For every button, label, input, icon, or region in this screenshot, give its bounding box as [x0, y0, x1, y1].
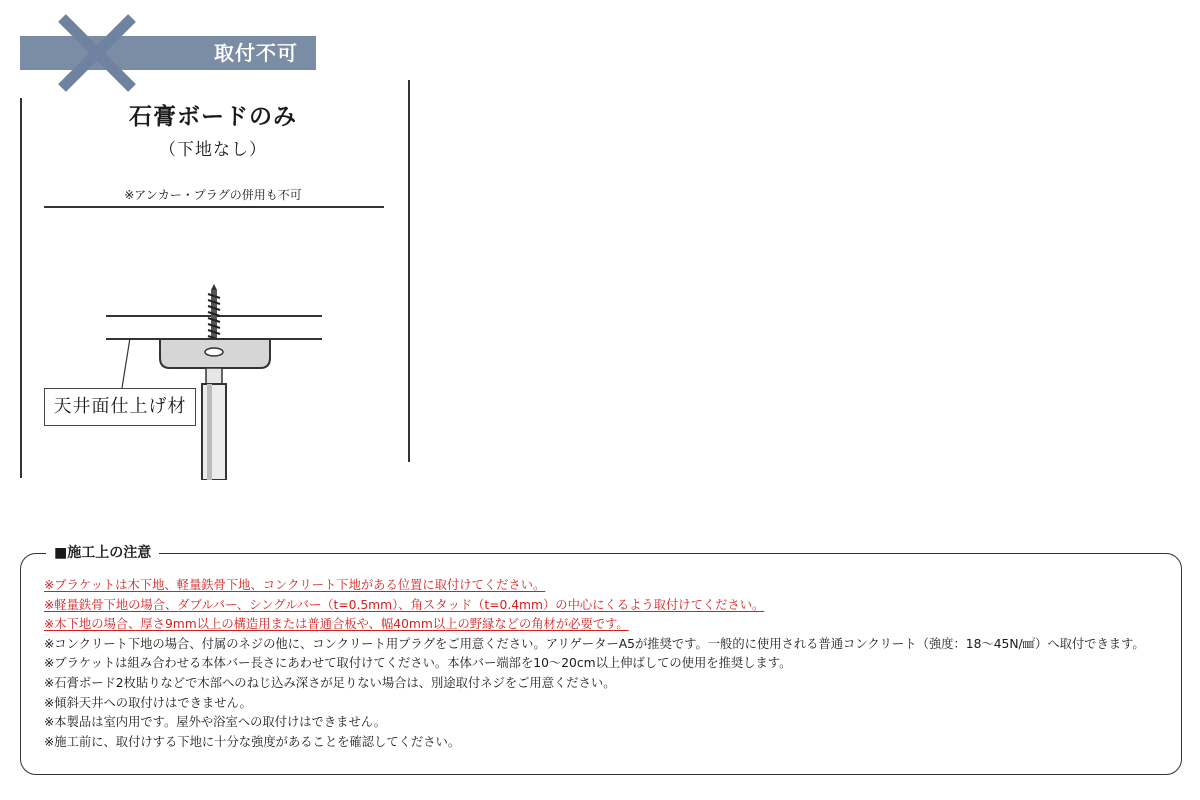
caution-title: ■施工上の注意: [46, 542, 159, 564]
caution-list: [44, 576, 1184, 752]
installation-diagram: [40, 280, 340, 480]
panel-subtitle: （下地なし）: [159, 140, 267, 160]
caution-item: ※施工前に、取付けする下地に十分な強度があることを確認してください。: [44, 734, 461, 749]
panel-right-border: [408, 80, 410, 462]
caution-item: ※ブラケットは木下地、軽量鉄骨下地、コンクリート下地がある位置に取付けてください。: [44, 578, 546, 592]
caution-item: ※傾斜天井への取付けはできません。: [44, 695, 252, 710]
x-cross-icon: [56, 12, 138, 94]
caution-item: ※コンクリート下地の場合、付属のネジの他に、コンクリート用プラグをご用意ください。アリゲーターA5が推奨です。一般的に使用される普通コンクリート（強度：18〜45N/㎟）へ取付できます。: [44, 636, 1145, 651]
caution-item: ※本製品は室内用です。屋外や浴室への取付けはできません。: [44, 715, 387, 730]
panel-left-border: [20, 98, 22, 478]
pole-icon: [202, 368, 226, 480]
panel-note: ※アンカー・プラグの併用も不可: [124, 188, 302, 202]
callout-leader-line: [122, 338, 130, 388]
caution-item: ※石膏ボード2枚貼りなどで木部へのねじ込み深さが足りない場合は、別途取付ネジをご用意ください。: [44, 675, 616, 690]
caution-item: ※軽量鉄骨下地の場合、ダブルバー、シングルバー（t=0.5mm）、角スタッド（t=0.4mm）の中心にくるよう取付けてください。: [44, 597, 765, 612]
ceiling-bracket-icon: [160, 339, 270, 368]
panel-title: 石膏ボードのみ: [129, 104, 297, 130]
banner-label: 取付不可: [214, 41, 298, 65]
caution-item: ※ブラケットは組み合わせる本体バー長さにあわせて取付けてください。本体バー端部を10〜20cm以上伸ばしての使用を推奨します。: [44, 656, 792, 671]
ceiling-finish-callout: 天井面仕上げ材: [44, 388, 196, 426]
panel-divider: [44, 206, 384, 208]
caution-item: ※木下地の場合、厚さ9mm以上の構造用または普通合板や、幅40mm以上の野縁などの角材が必要です。: [44, 617, 629, 632]
